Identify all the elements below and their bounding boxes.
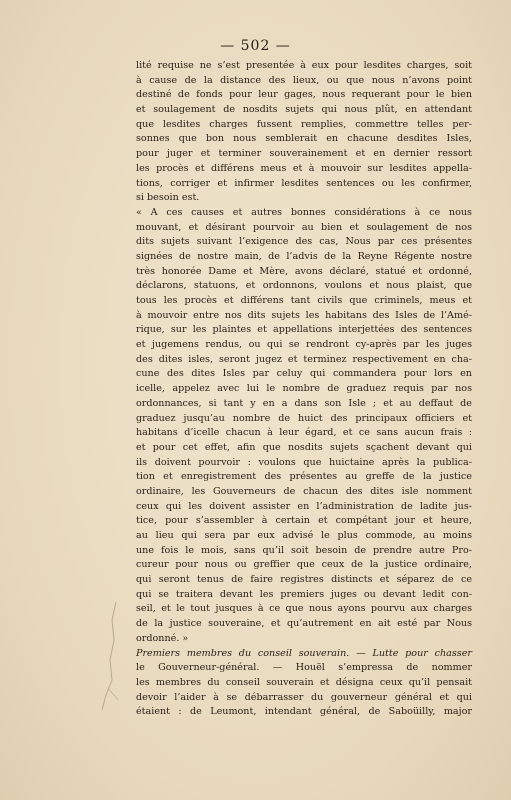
- text-line: ordonné. »: [136, 632, 189, 644]
- page-number: — 502 —: [220, 38, 291, 54]
- text-line: cune des dites Isles par celuy qui commandera pour lors en: [136, 368, 472, 380]
- text-line: tion et enregistrement des présentes au greffe de la justice: [136, 471, 472, 483]
- text-line: tous les procès et différens tant civils que criminels, meus et: [136, 295, 472, 306]
- text-line: ceux qui les doivent assister en l’administration de ladite jus-: [136, 500, 472, 512]
- text-line: le Gouverneur-général. — Houël s’empressa de nommer: [136, 662, 472, 674]
- text-line: ordonnances, si tant y en a dans son Isle ; et au deffaut de: [136, 397, 472, 409]
- text-line: les membres du conseil souverain et désigna ceux qu’il pensait: [136, 676, 472, 688]
- text-line: cureur pour nous ou greffier que ceux de la justice ordinaire,: [136, 559, 472, 571]
- text-line: des dites isles, seront jugez et terminez respectivement en cha-: [136, 353, 472, 365]
- text-line: une fois le mois, sans qu’il soit besoin de prendre autre Pro-: [136, 544, 472, 556]
- text-line: lité requise ne s’est presentée à eux pour lesdites charges, soit: [136, 60, 472, 71]
- text-line: étaient : de Leumont, intendant général, de Saboüilly, major: [136, 706, 472, 718]
- text-line: habitans d’icelle chacun à leur égard, et ce sans aucun frais :: [136, 427, 472, 439]
- text-line: sonnes que bon nous semblerait en chacune desdites Isles,: [136, 133, 472, 145]
- text-line: déclarons, statuons, et ordonnons, voulons et nous plaist, que: [136, 280, 472, 292]
- text-line: très honorée Dame et Mère, avons déclaré, statué et ordonné,: [136, 265, 472, 277]
- text-line: de la justice souveraine, et qu’autrement en ait esté par Nous: [136, 618, 472, 630]
- text-line: ordinaire, les Gouverneurs de chacun des dites isle nomment: [136, 485, 472, 497]
- text-line: tions, corriger et infirmer lesdites sentences ou les confirmer,: [136, 177, 472, 189]
- text-line: signées de nostre main, de l’advis de la Reyne Régente nostre: [136, 250, 472, 262]
- text-line: « A ces causes et autres bonnes considérations à ce nous: [136, 206, 472, 218]
- text-line: au lieu qui sera par eux advisé le plus commode, au moins: [136, 530, 472, 541]
- body-text: [136, 59, 472, 720]
- text-line: devoir l’aider à se débarrasser du gouverneur général et qui: [136, 691, 472, 703]
- text-line: tice, pour s’assembler à certain et compétant jour et heure,: [136, 515, 472, 527]
- text-line: et pour cet effet, afin que nosdits sujets sçachent devant qui: [136, 441, 472, 453]
- text-line: et jugemens rendus, ou qui se rendront cy-après par les juges: [136, 339, 472, 351]
- text-line: graduez jusqu’au nombre de huict des principaux officiers et: [136, 412, 472, 424]
- text-line: et soulagement de nosdits sujets qui nous plût, en attendant: [136, 104, 472, 116]
- text-line: à mouvoir entre nos dits sujets les habitans des Isles de l’Amé-: [136, 309, 472, 321]
- text-line: que lesdites charges fussent remplies, commettre telles per-: [136, 118, 472, 130]
- text-line: ils doivent pourvoir : voulons que huictaine après la publica-: [136, 456, 472, 468]
- text-line: pour juger et terminer souverainement et en dernier ressort: [136, 148, 472, 160]
- text-line: Premiers membres du conseil souverain. — Lutte pour chasser: [136, 647, 472, 659]
- text-line: qui seront tenus de faire registres distincts et séparez de ce: [136, 574, 472, 586]
- text-line: si besoin est.: [136, 192, 200, 204]
- text-line: à cause de la distance des lieux, ou que nous n’avons point: [136, 74, 472, 86]
- text-line: seil, et le tout jusques à ce que nous ayons pourvu aux charges: [136, 603, 472, 615]
- text-line: qui se traitera devant les premiers juges ou devant ledit con-: [136, 588, 472, 600]
- text-line: dits sujets suivant l’exigence des cas, Nous par ces présentes: [136, 236, 472, 248]
- text-line: rique, sur les plaintes et appellations interjettées des sentences: [136, 324, 472, 336]
- text-line: destiné de fonds pour leur gages, nous requerant pour le bien: [136, 89, 472, 101]
- text-line: les procès et différens meus et à mouvoir sur lesdites appella-: [136, 162, 472, 174]
- text-line: icelle, appelez avec lui le nombre de graduez requis par nos: [136, 383, 472, 395]
- margin-pencil-mark: [88, 600, 128, 720]
- text-line: mouvant, et désirant pourvoir au bien et soulagement de nos: [136, 221, 472, 233]
